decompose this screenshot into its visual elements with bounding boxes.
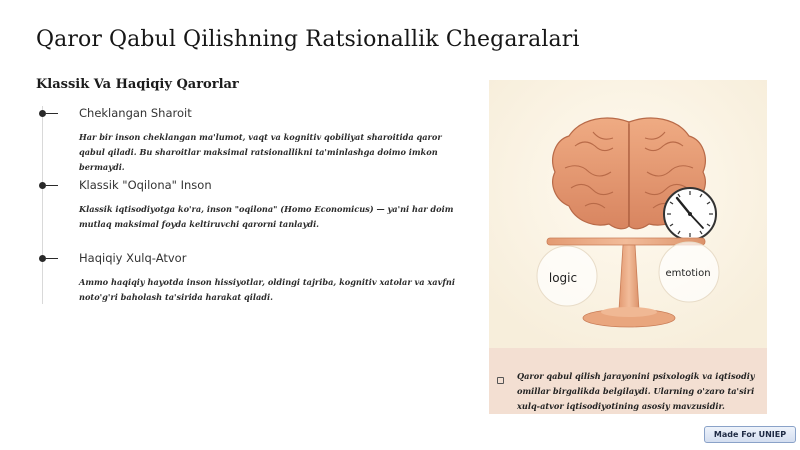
logic-label: logic <box>548 271 578 285</box>
made-for-badge[interactable]: Made For UNIEP <box>704 426 796 443</box>
timeline-tick <box>46 113 58 114</box>
timeline-item-title: Cheklangan Sharoit <box>79 106 192 120</box>
caption-text: Qaror qabul qilish jarayonini psixologik va iqtisodiy omillar birgalikda belgilaydi. Ularning o'zaro ta'siri xulq-atvor iqtisodiyotining asosiy mavzusidir. <box>517 371 755 411</box>
timeline-dot <box>39 255 46 262</box>
note-icon <box>497 377 504 384</box>
timeline-dot <box>39 110 46 117</box>
timeline-line <box>42 106 43 304</box>
timeline-tick <box>46 258 58 259</box>
page-title: Qaror Qabul Qilishning Ratsionallik Chegaralari <box>36 27 580 52</box>
timeline-item-title: Klassik "Oqilona" Inson <box>79 178 212 192</box>
timeline-item-title: Haqiqiy Xulq-Atvor <box>79 251 187 265</box>
timeline-item-desc: Ammo haqiqiy hayotda inson hissiyotlar, oldingi tajriba, kognitiv xatolar va xavfni noto'g'ri baholash ta'sirida harakat qiladi. <box>79 277 455 302</box>
timeline-item-desc: Har bir inson cheklangan ma'lumot, vaqt va kognitiv qobiliyat sharoitida qaror qabul qiladi. Bu sharoitlar maksimal ratsionallikni ta'minlashga doimo imkon bermaydi. <box>79 132 442 172</box>
timeline-item-desc: Klassik iqtisodiyotga ko'ra, inson "oqilona" (Homo Economicus) — ya'ni har doim mutlaq maksimal foyda keltiruvchi qarorni tanlaydi. <box>79 204 454 229</box>
section-subtitle: Klassik Va Haqiqiy Qarorlar <box>36 77 239 92</box>
clock-icon <box>664 188 716 240</box>
emotion-label: emtotion <box>665 268 711 279</box>
brain-scale-illustration <box>489 80 767 348</box>
timeline-tick <box>46 185 58 186</box>
brain-scale-icon <box>489 80 767 348</box>
timeline-dot <box>39 182 46 189</box>
